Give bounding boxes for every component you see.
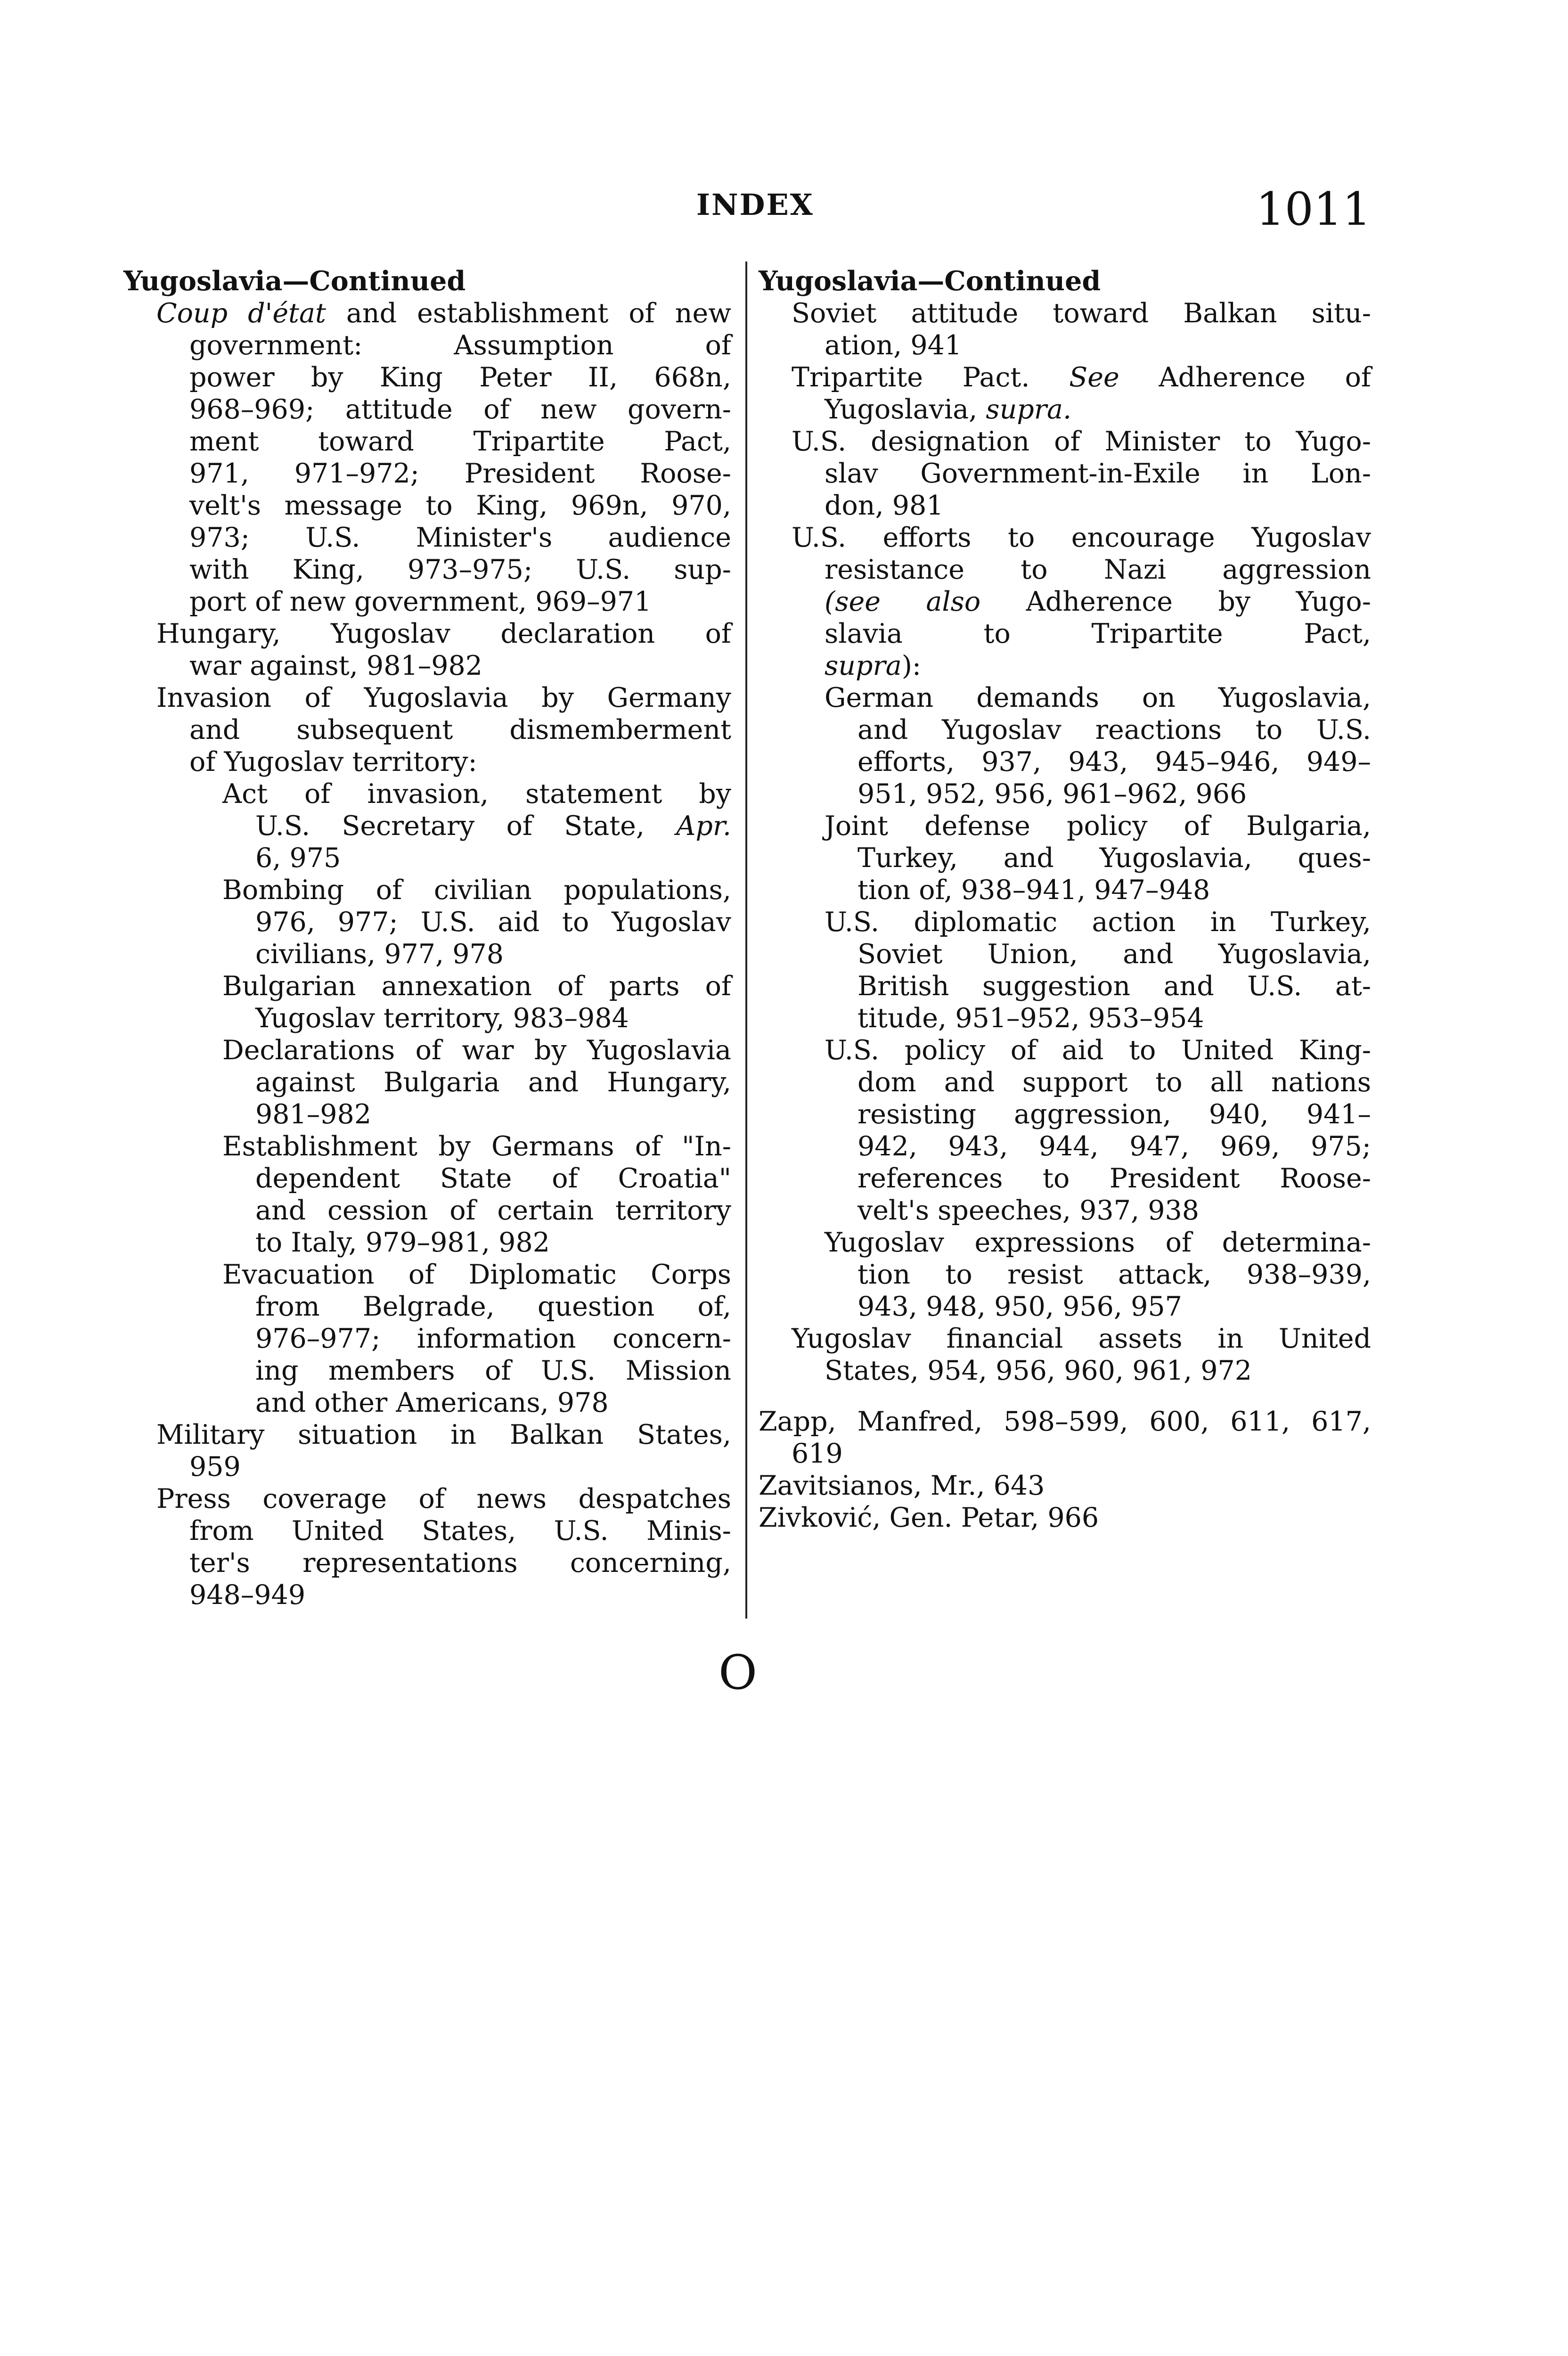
index-line — [759, 361, 1371, 393]
index-line: ter's representations concerning, — [189, 1547, 731, 1579]
right-column — [759, 265, 1371, 1534]
running-header-title: INDEX — [696, 188, 814, 222]
index-line: ment toward Tripartite Pact, — [189, 426, 731, 457]
index-line: slav Government-in-Exile in Lon- — [825, 458, 1371, 489]
index-line: ation, 941 — [825, 330, 962, 361]
index-line: efforts, 937, 943, 945–946, 949– — [858, 746, 1371, 777]
index-line: 943, 948, 950, 956, 957 — [858, 1291, 1182, 1322]
page-number: 1011 — [1256, 183, 1371, 236]
index-text: Tripartite Pact. — [792, 362, 1070, 393]
index-line: resisting aggression, 940, 941– — [858, 1099, 1371, 1130]
index-line: Zivković, Gen. Petar, 966 — [759, 1502, 1099, 1533]
index-line: 942, 943, 944, 947, 969, 975; — [858, 1131, 1371, 1162]
left-column — [123, 265, 731, 1611]
index-line: 619 — [792, 1438, 843, 1469]
index-line: 6, 975 — [255, 843, 341, 874]
index-line: States, 954, 956, 960, 961, 972 — [825, 1355, 1252, 1386]
index-line — [123, 810, 731, 842]
index-line: from United States, U.S. Minis- — [189, 1515, 731, 1546]
index-line: references to President Roose- — [858, 1163, 1371, 1194]
index-line: tion to resist attack, 938–939, — [858, 1259, 1371, 1290]
index-line: 976–977; information concern- — [255, 1323, 731, 1354]
index-heading: Yugoslavia—Continued — [759, 265, 1101, 297]
index-term-italic: Coup d'état — [156, 298, 326, 329]
index-term-italic: supra — [825, 650, 902, 681]
index-line: dom and support to all nations — [858, 1067, 1371, 1098]
index-line: Act of invasion, statement by — [222, 778, 731, 810]
index-line: U.S. policy of aid to United King- — [825, 1035, 1371, 1066]
index-line — [123, 297, 731, 329]
index-line: German demands on Yugoslavia, — [825, 682, 1371, 713]
index-line: ing members of U.S. Mission — [255, 1355, 731, 1386]
index-line: government: Assumption of — [189, 330, 731, 361]
index-line: port of new government, 969–971 — [189, 586, 652, 617]
index-line: Soviet Union, and Yugoslavia, — [858, 939, 1371, 970]
index-line: Joint defense policy of Bulgaria, — [825, 810, 1371, 842]
index-line: and subsequent dismemberment — [189, 714, 731, 745]
index-line: 971, 971–972; President Roose- — [189, 458, 731, 489]
index-line: U.S. designation of Minister to Yugo- — [792, 426, 1371, 457]
index-line: Invasion of Yugoslavia by Germany — [156, 682, 731, 713]
index-line: 951, 952, 956, 961–962, 966 — [858, 778, 1247, 810]
index-line: to Italy, 979–981, 982 — [255, 1227, 550, 1258]
index-line: Military situation in Balkan States, — [156, 1419, 731, 1450]
index-line: 959 — [189, 1451, 241, 1482]
index-line: titude, 951–952, 953–954 — [858, 1003, 1204, 1034]
index-text: U.S. Secretary of State, — [255, 810, 677, 842]
entry-gap — [759, 1387, 1371, 1406]
index-line: Yugoslav financial assets in United — [792, 1323, 1371, 1354]
index-line: dependent State of Croatia" — [255, 1163, 731, 1194]
index-line: Bulgarian annexation of parts of — [222, 971, 731, 1002]
page-header — [0, 183, 1568, 235]
index-line: velt's speeches, 937, 938 — [858, 1195, 1199, 1226]
index-line: of Yugoslav territory: — [189, 746, 477, 777]
index-text: Yugoslavia, — [825, 394, 986, 425]
index-term-italic: Apr. — [676, 810, 731, 842]
index-line: Zavitsianos, Mr., 643 — [759, 1470, 1045, 1501]
index-line: Evacuation of Diplomatic Corps — [222, 1259, 731, 1290]
index-line: Bombing of civilian populations, — [222, 875, 731, 906]
index-line: and cession of certain territory — [255, 1195, 731, 1226]
index-line: 968–969; attitude of new govern- — [189, 394, 731, 425]
index-line: power by King Peter II, 668n, — [189, 362, 731, 393]
index-line: slavia to Tripartite Pact, — [825, 618, 1371, 649]
index-line: 976, 977; U.S. aid to Yugoslav — [255, 907, 731, 938]
index-line: U.S. efforts to encourage Yugoslav — [792, 522, 1371, 553]
index-term-italic: (see also — [825, 586, 981, 617]
index-line: with King, 973–975; U.S. sup- — [189, 554, 731, 585]
index-line: Turkey, and Yugoslavia, ques- — [858, 843, 1371, 874]
index-line: Hungary, Yugoslav declaration of — [156, 618, 731, 649]
index-text: Adherence by Yugo- — [980, 586, 1371, 617]
index-line: and other Americans, 978 — [255, 1387, 609, 1418]
index-line — [759, 586, 1371, 618]
index-line: Declarations of war by Yugoslavia — [222, 1035, 731, 1066]
index-line: 948–949 — [189, 1579, 306, 1611]
index-line: from Belgrade, question of, — [255, 1291, 731, 1322]
index-line: Press coverage of news despatches — [156, 1483, 731, 1514]
index-line: civilians, 977, 978 — [255, 939, 504, 970]
index-line: Soviet attitude toward Balkan situ- — [792, 298, 1371, 329]
index-term-italic: See — [1069, 362, 1119, 393]
index-line: 981–982 — [255, 1099, 372, 1130]
index-line: British suggestion and U.S. at- — [858, 971, 1371, 1002]
index-line — [759, 650, 1371, 682]
end-of-index-mark: O — [719, 1645, 757, 1700]
index-text: ): — [901, 650, 922, 681]
index-line: resistance to Nazi aggression — [825, 554, 1371, 585]
index-line: Yugoslav expressions of determina- — [825, 1227, 1371, 1258]
index-line: Yugoslav territory, 983–984 — [255, 1003, 629, 1034]
index-term-italic: supra. — [986, 394, 1072, 425]
index-line: U.S. diplomatic action in Turkey, — [825, 907, 1371, 938]
index-line: war against, 981–982 — [189, 650, 483, 681]
index-heading: Yugoslavia—Continued — [123, 265, 466, 297]
column-divider — [745, 262, 747, 1619]
index-line: don, 981 — [825, 490, 944, 521]
index-line — [759, 393, 1371, 425]
index-line: and Yugoslav reactions to U.S. — [858, 714, 1371, 745]
index-line: velt's message to King, 969n, 970, — [189, 490, 731, 521]
index-text: and establishment of new — [326, 298, 732, 329]
index-text: Adherence of — [1119, 362, 1371, 393]
index-line: 973; U.S. Minister's audience — [189, 522, 731, 553]
index-line: tion of, 938–941, 947–948 — [858, 875, 1210, 906]
index-line: Zapp, Manfred, 598–599, 600, 611, 617, — [759, 1406, 1371, 1437]
index-line: Establishment by Germans of "In- — [222, 1131, 731, 1162]
index-line: against Bulgaria and Hungary, — [255, 1067, 731, 1098]
